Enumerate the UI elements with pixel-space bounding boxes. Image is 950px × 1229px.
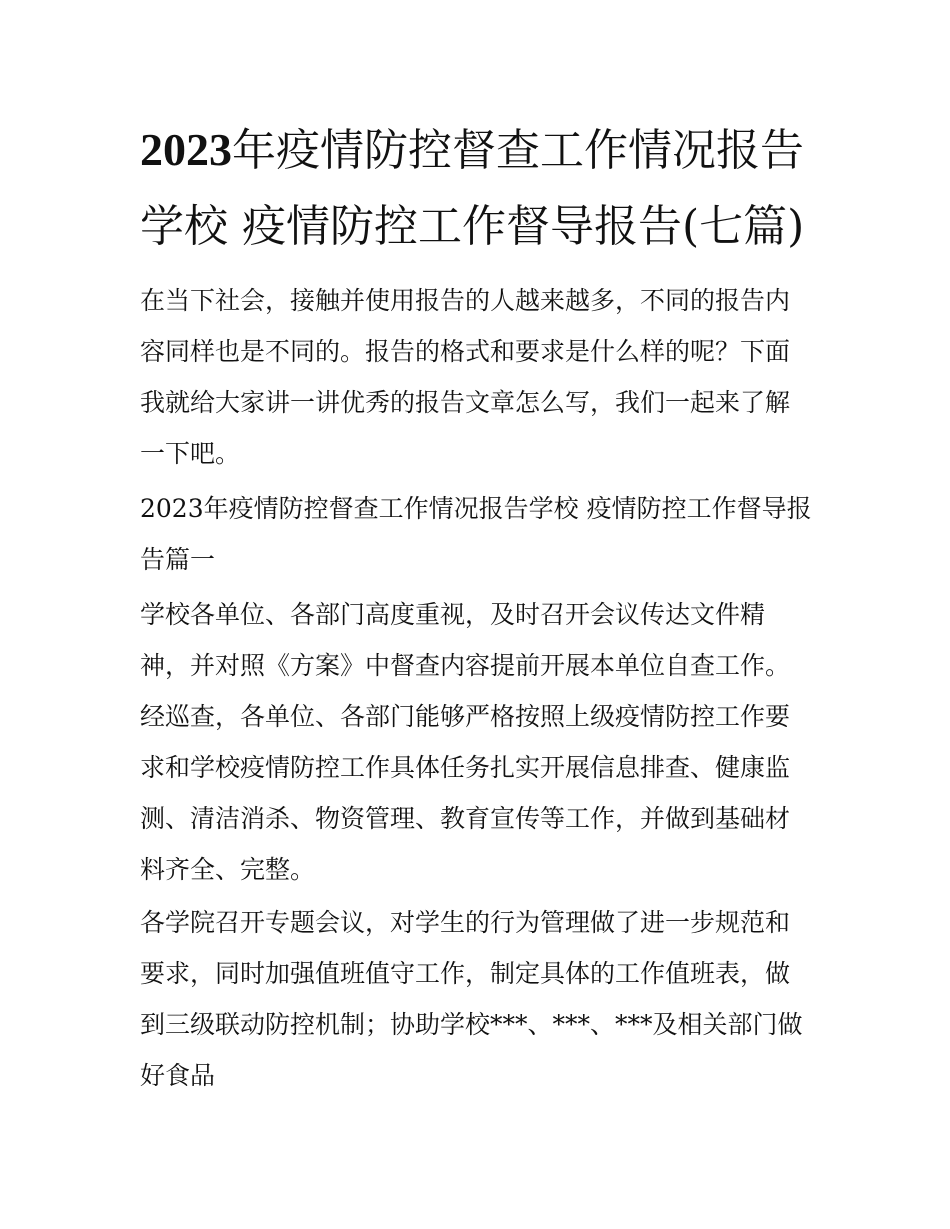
document-title [140,112,812,265]
document-page [140,112,812,1103]
section-heading: 2023年疫情防控督查工作情况报告学校 疫情防控工作督导报告篇一 [140,494,812,574]
title-year: 2023 [140,124,232,175]
intro-paragraph: 在当下社会，接触并使用报告的人越来越多，不同的报告内容同样也是不同的。报告的格式和要求是什么样的呢？下面我就给大家讲一讲优秀的报告文章怎么写，我们一起来了解一下吧。 [140,286,791,468]
title-text: 年疫情防控督查工作情况报告学校 疫情防控工作督导报告(七篇) [140,125,805,252]
body-paragraph: 各学院召开专题会议，对学生的行为管理做了进一步规范和要求，同时加强值班值守工作，制定具体的工作值班表，做到三级联动防控机制；协助学校***、***、***及相关部门做好食品 [140,908,803,1090]
body-paragraph: 学校各单位、各部门高度重视，及时召开会议传达文件精神，并对照《方案》中督查内容提前开展本单位自查工作。经巡查，各单位、各部门能够严格按照上级疫情防控工作要求和学校疫情防控工作具体任务扎实开展信息排查、健康监测、清洁消杀、物资管理、教育宣传等工作，并做到基础材料齐全、完整。 [140,600,791,884]
